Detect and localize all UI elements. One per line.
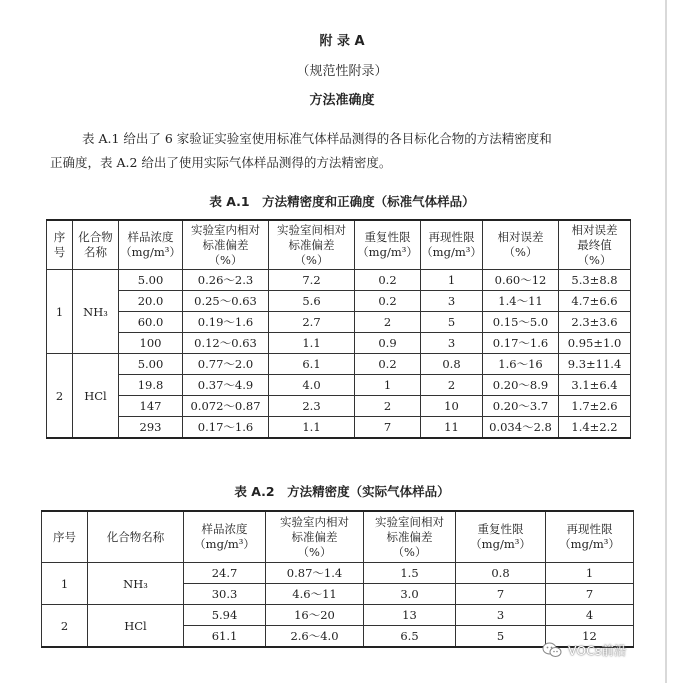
intro-line-1: 表 A.1 给出了 6 家验证实验室使用标准气体样品测得的各目标化合物的方法精密度和 xyxy=(82,131,552,146)
table2-header-line: 再现性限 xyxy=(566,522,613,536)
table1-cell: 7.2 xyxy=(269,270,355,291)
table1-cell: 1.4～11 xyxy=(483,291,559,312)
table1-cell: 2 xyxy=(355,312,421,333)
table1-header-cell xyxy=(119,220,183,270)
table1-header-line: 标准偏差 xyxy=(288,237,335,252)
table2-header-line: （%） xyxy=(297,544,332,559)
table1-cell: 9.3±11.4 xyxy=(559,354,631,375)
table1-cell: 1.7±2.6 xyxy=(559,396,631,417)
table2-cell: 5.94 xyxy=(184,605,266,626)
table1-header-line: 相对误差 xyxy=(497,230,544,244)
table1-cell: 2.3 xyxy=(269,396,355,417)
table1-cell: 0.60～12 xyxy=(483,270,559,291)
table2-header-line: （%） xyxy=(392,544,427,559)
table2-cell: 16～20 xyxy=(266,605,364,626)
table1-header-line: 重复性限 xyxy=(364,230,411,244)
table1-cell: 3 xyxy=(421,291,483,312)
table1-cell: 10 xyxy=(421,396,483,417)
table1-header-cell xyxy=(355,220,421,270)
table1-cell: 2 xyxy=(421,375,483,396)
table2-header-line: （mg/m³） xyxy=(559,537,620,551)
table1-header-line: （mg/m³） xyxy=(421,245,482,259)
table2-cell: 1 xyxy=(546,563,634,584)
table1-cell: 0.17～1.6 xyxy=(183,417,269,439)
table1-header-line: 序 xyxy=(53,230,66,244)
table1-header-line: 最终值 xyxy=(577,237,612,252)
table2-header-cell xyxy=(364,511,456,563)
table1-cell: 0.20～8.9 xyxy=(483,375,559,396)
table2-header-line: 标准偏差 xyxy=(291,529,338,544)
table2-header-line: 样品浓度 xyxy=(201,522,248,536)
table1-cell: 1.4±2.2 xyxy=(559,417,631,439)
table1-cell: 4.7±6.6 xyxy=(559,291,631,312)
table1-group-number: 1 xyxy=(47,270,73,354)
appendix-subheading: （规范性附录） xyxy=(296,64,388,79)
table1-cell: 19.8 xyxy=(119,375,183,396)
table2-group-number: 2 xyxy=(42,605,88,648)
table2-header-cell xyxy=(184,511,266,563)
table2-cell: 0.8 xyxy=(456,563,546,584)
table1-cell: 0.2 xyxy=(355,354,421,375)
table2-cell: 3 xyxy=(456,605,546,626)
table1-cell: 1 xyxy=(421,270,483,291)
table1-cell: 2 xyxy=(355,396,421,417)
table2-cell: 7 xyxy=(456,584,546,605)
table1-caption: 表 A.1 方法精密度和正确度（标准气体样品） xyxy=(209,194,475,209)
table1-row xyxy=(47,270,631,291)
watermark-text: VOCs前沿 xyxy=(568,643,627,658)
table2-header-cell xyxy=(546,511,634,563)
table2-cell: 3.0 xyxy=(364,584,456,605)
table2-caption: 表 A.2 方法精密度（实际气体样品） xyxy=(234,484,450,499)
intro-paragraph xyxy=(50,127,650,175)
table2-header-line: （mg/m³） xyxy=(470,537,531,551)
intro-line-2: 正确度，表 A.2 给出了使用实际气体样品测得的方法精密度。 xyxy=(50,155,392,170)
table1-cell: 1.1 xyxy=(269,333,355,354)
table1-header-cell xyxy=(421,220,483,270)
table1-cell: 0.072～0.87 xyxy=(183,396,269,417)
table2-header-line: 实验室内相对 xyxy=(280,514,349,529)
table2-cell: 13 xyxy=(364,605,456,626)
table1-cell: 0.37～4.9 xyxy=(183,375,269,396)
table1-cell: 0.25～0.63 xyxy=(183,291,269,312)
table1-header-line: （%） xyxy=(577,252,612,267)
table1-cell: 11 xyxy=(421,417,483,439)
table1 xyxy=(46,219,631,439)
table2-header-cell xyxy=(266,511,364,563)
table1-header-line: （%） xyxy=(208,252,243,267)
table1-cell: 5.00 xyxy=(119,354,183,375)
table1-cell: 0.2 xyxy=(355,270,421,291)
table1-header-line: （%） xyxy=(503,245,538,259)
table1-cell: 0.19～1.6 xyxy=(183,312,269,333)
table1-cell: 0.15～5.0 xyxy=(483,312,559,333)
table1-row xyxy=(47,396,631,417)
table1-cell: 0.17～1.6 xyxy=(483,333,559,354)
table1-header-line: 名称 xyxy=(84,245,107,259)
table2-header-line: 序号 xyxy=(53,529,76,544)
table2-header-cell xyxy=(88,511,184,563)
table1-header-cell xyxy=(47,220,73,270)
table1-header-line: 实验室内相对 xyxy=(191,222,260,237)
table1-row xyxy=(47,375,631,396)
table1-cell: 5 xyxy=(421,312,483,333)
table1-header-cell xyxy=(73,220,119,270)
table2-row xyxy=(42,605,634,626)
table1-cell: 0.034～2.8 xyxy=(483,417,559,439)
table1-header-line: （%） xyxy=(294,252,329,267)
table2-header-line: 重复性限 xyxy=(477,522,524,536)
table2-cell: 1.5 xyxy=(364,563,456,584)
table1-row xyxy=(47,333,631,354)
table1-cell: 0.2 xyxy=(355,291,421,312)
table1-row xyxy=(47,354,631,375)
table1-header-line: （mg/m³） xyxy=(120,245,181,259)
table1-cell: 1 xyxy=(355,375,421,396)
table1-header-cell xyxy=(269,220,355,270)
table2-cell: 7 xyxy=(546,584,634,605)
table1-cell: 1.6～16 xyxy=(483,354,559,375)
table1-header-line: （mg/m³） xyxy=(357,245,418,259)
table1-cell: 7 xyxy=(355,417,421,439)
table1-cell: 3 xyxy=(421,333,483,354)
table1-cell: 0.26～2.3 xyxy=(183,270,269,291)
table2-header-cell xyxy=(456,511,546,563)
table1-cell: 5.00 xyxy=(119,270,183,291)
table2-header-line: 实验室间相对 xyxy=(375,514,444,529)
table1-cell: 0.12～0.63 xyxy=(183,333,269,354)
table1-header-cell xyxy=(483,220,559,270)
table2-header-line: 化合物名称 xyxy=(106,529,165,544)
table1-row xyxy=(47,291,631,312)
table2-header-row xyxy=(42,511,634,563)
table1-group-number: 2 xyxy=(47,354,73,439)
table2-group-number: 1 xyxy=(42,563,88,605)
table1-cell: 60.0 xyxy=(119,312,183,333)
table2-cell: 24.7 xyxy=(184,563,266,584)
table1-cell: 2.3±3.6 xyxy=(559,312,631,333)
table2-cell: 61.1 xyxy=(184,626,266,648)
table1-cell: 0.77～2.0 xyxy=(183,354,269,375)
table2 xyxy=(41,510,634,648)
table1-row xyxy=(47,312,631,333)
table1-cell: 3.1±6.4 xyxy=(559,375,631,396)
table2-header-line: 标准偏差 xyxy=(386,529,433,544)
table1-header-cell xyxy=(183,220,269,270)
table2-row xyxy=(42,563,634,584)
table1-row xyxy=(47,417,631,439)
table1-compound-name: NH₃ xyxy=(73,270,119,354)
table1-header-line: 号 xyxy=(53,245,66,259)
table1-cell: 5.6 xyxy=(269,291,355,312)
table1-header-cell xyxy=(559,220,631,270)
table2-header-line: （mg/m³） xyxy=(194,537,255,551)
table1-cell: 100 xyxy=(119,333,183,354)
table2-cell: 2.6～4.0 xyxy=(266,626,364,648)
table2-cell: 12 xyxy=(546,626,634,648)
table1-cell: 5.3±8.8 xyxy=(559,270,631,291)
table1-cell: 0.95±1.0 xyxy=(559,333,631,354)
table2-cell: 5 xyxy=(456,626,546,648)
table1-cell: 2.7 xyxy=(269,312,355,333)
appendix-heading: 附 录 A xyxy=(319,34,365,49)
table2-header-cell xyxy=(42,511,88,563)
table2-cell: 4.6～11 xyxy=(266,584,364,605)
table1-cell: 0.20～3.7 xyxy=(483,396,559,417)
wechat-icon xyxy=(542,642,562,658)
table1-cell: 4.0 xyxy=(269,375,355,396)
table2-compound-name: NH₃ xyxy=(88,563,184,605)
table1-header-line: 再现性限 xyxy=(428,230,475,244)
table1-cell: 20.0 xyxy=(119,291,183,312)
appendix-title: 方法准确度 xyxy=(309,93,375,108)
table1-cell: 0.9 xyxy=(355,333,421,354)
table1-cell: 6.1 xyxy=(269,354,355,375)
table2-cell: 4 xyxy=(546,605,634,626)
table1-compound-name: HCl xyxy=(73,354,119,439)
watermark xyxy=(542,640,626,660)
table1-header-line: 样品浓度 xyxy=(127,230,174,244)
table1-header-line: 实验室间相对 xyxy=(277,222,346,237)
table1-cell: 1.1 xyxy=(269,417,355,439)
table2-compound-name: HCl xyxy=(88,605,184,648)
table2-cell: 6.5 xyxy=(364,626,456,648)
table1-header-row xyxy=(47,220,631,270)
table1-cell: 147 xyxy=(119,396,183,417)
table2-cell: 30.3 xyxy=(184,584,266,605)
table1-header-line: 化合物 xyxy=(78,230,113,244)
table1-cell: 293 xyxy=(119,417,183,439)
table1-header-line: 相对误差 xyxy=(571,222,618,237)
table2-cell: 0.87～1.4 xyxy=(266,563,364,584)
table1-header-line: 标准偏差 xyxy=(202,237,249,252)
table1-cell: 0.8 xyxy=(421,354,483,375)
